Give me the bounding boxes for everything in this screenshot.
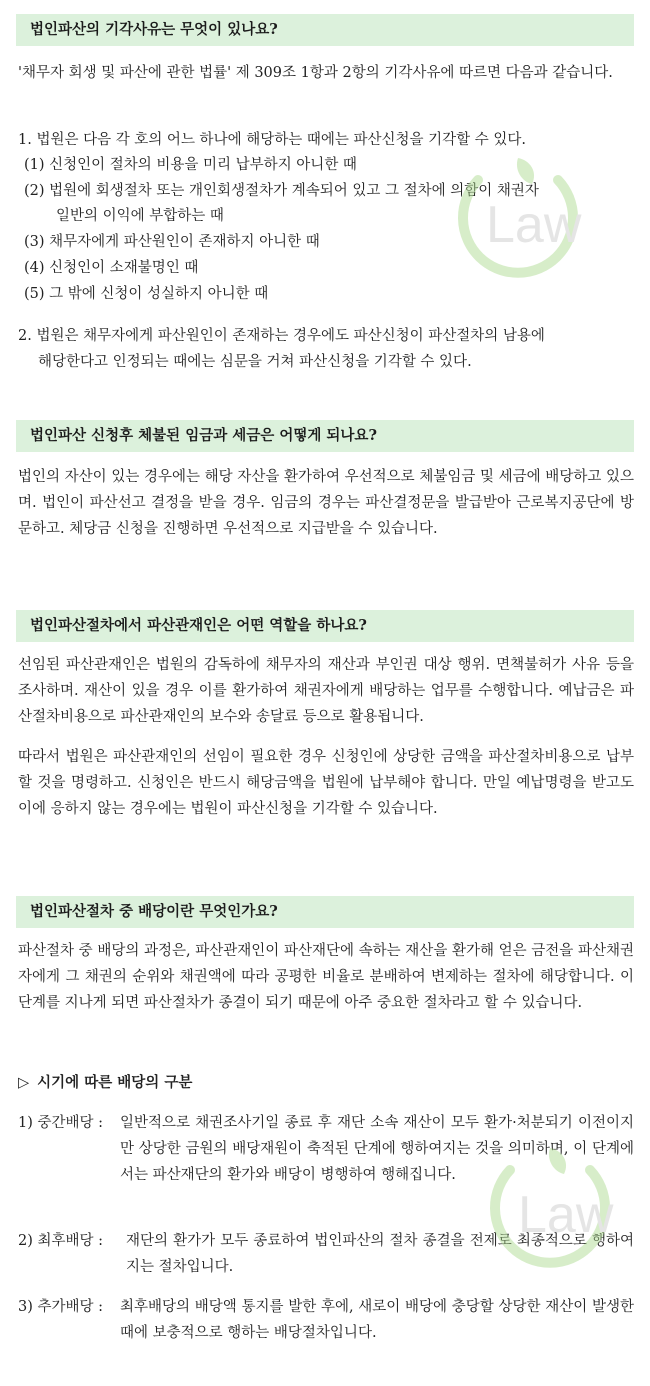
trustee-paragraph-1: 선임된 파산관재인은 법원의 감독하에 채무자의 재산과 부인권 대상 행위. 면책불허가 사유 등을 조사하며. 재산이 있을 경우 이를 환가하여 채권자에게 배당하는 업무를 수행합니다. 예납금은 파산절차비용으로 파산관재인의 보수와 송달료 등으로 활용됩니다. bbox=[18, 657, 634, 725]
sub-item-4: (4) 신청인이 소재불명인 때 bbox=[24, 260, 199, 276]
list-item-2: 2. 법원은 채무자에게 파산원인이 존재하는 경우에도 파산신청이 파산절차의 남용에 bbox=[18, 328, 545, 344]
section-heading-wages-taxes: 법인파산 신청후 체불된 임금과 세금은 어떻게 되나요? bbox=[16, 420, 634, 452]
svg-text:Law: Law bbox=[486, 196, 582, 254]
distribution-label: 3) 추가배당 : bbox=[18, 1299, 104, 1315]
subheading-text: 시기에 따른 배당의 구분 bbox=[37, 1074, 193, 1091]
subheading-distribution-types bbox=[18, 1071, 192, 1092]
trustee-paragraph-2: 따라서 법원은 파산관재인의 선임이 필요한 경우 신청인에 상당한 금액을 파산절차비용으로 납부할 것을 명령하고. 신청인은 반드시 해당금액을 법원에 납부해야 합니다. 만일 예납명령을 받고도 이에 응하지 않는 경우에는 법원이 파산신청을 기각할 수 있습니다. bbox=[18, 749, 634, 817]
sub-item-5: (5) 그 밖에 신청이 성실하지 아니한 때 bbox=[24, 286, 269, 302]
sub-item-2: (2) 법원에 회생절차 또는 개인회생절차가 계속되어 있고 그 절차에 의함이 채권자 bbox=[24, 183, 539, 199]
intro-paragraph: '채무자 회생 및 파산에 관한 법률' 제 309조 1항과 2항의 기각사유에 따르면 다음과 같습니다. bbox=[18, 65, 613, 81]
distribution-item-interim bbox=[18, 1110, 634, 1220]
distribution-paragraph: 파산절차 중 배당의 과정은, 파산관재인이 파산재단에 속하는 재산을 환가해 얻은 금전을 파산채권자에게 그 채권의 순위와 채권액에 따라 공평한 비율로 분배하여 변제하는 절차에 해당합니다. 이 단계를 지나게 되면 파산절차가 종결이 되기 때문에 아주 중요한 절차라고 할 수 있습니다. bbox=[18, 943, 634, 1011]
distribution-text: 재단의 환가가 모두 종료하여 법인파산의 절차 종결을 전제로 최종적으로 행하여지는 절차입니다. bbox=[126, 1233, 634, 1275]
distribution-item-additional bbox=[18, 1294, 634, 1350]
distribution-label: 1) 중간배당 : bbox=[18, 1115, 104, 1131]
distribution-text: 일반적으로 채권조사기일 종료 후 재단 소속 재산이 모두 환가·처분되기 이전이지만 상당한 금원의 배당재원이 축적된 단계에 행하여지는 것을 의미하며, 이 단계에서는 파산재단의 환가와 배당이 병행하여 행해집니다. bbox=[120, 1115, 634, 1183]
sub-item-2-cont: 일반의 이익에 부합하는 때 bbox=[56, 208, 224, 224]
triangle-marker-icon: ▷ bbox=[18, 1075, 30, 1091]
svg-text:Law: Law bbox=[518, 1186, 614, 1244]
section-heading-trustee: 법인파산절차에서 파산관재인은 어떤 역할을 하나요? bbox=[16, 610, 634, 642]
sub-item-3: (3) 채무자에게 파산원인이 존재하지 아니한 때 bbox=[24, 234, 320, 250]
distribution-label: 2) 최후배당 : bbox=[18, 1233, 104, 1249]
list-item-1: 1. 법원은 다음 각 호의 어느 하나에 해당하는 때에는 파산신청을 기각할 수 있다. bbox=[18, 132, 526, 148]
distribution-text: 최후배당의 배당액 통지를 발한 후에, 새로이 배당에 충당할 상당한 재산이 발생한 때에 보충적으로 행하는 배당절차입니다. bbox=[120, 1299, 634, 1341]
sub-item-1: (1) 신청인이 절차의 비용을 미리 납부하지 아니한 때 bbox=[24, 157, 357, 173]
law-watermark-logo bbox=[438, 150, 588, 290]
wages-taxes-paragraph: 법인의 자산이 있는 경우에는 해당 자산을 환가하여 우선적으로 체불임금 및 세금에 배당하고 있으며. 법인이 파산선고 결정을 받을 경우. 임금의 경우는 파산결정문을 발급받아 근로복지공단에 방문하고. 체당금 신청을 진행하면 우선적으로 지급받을 수 있습니다. bbox=[18, 469, 634, 537]
leaf-circle-icon bbox=[438, 150, 588, 290]
list-item-2-cont: 해당한다고 인정되는 때에는 심문을 거쳐 파산신청을 기각할 수 있다. bbox=[38, 354, 472, 370]
section-heading-distribution: 법인파산절차 중 배당이란 무엇인가요? bbox=[16, 896, 634, 928]
section-heading-dismissal: 법인파산의 기각사유는 무엇이 있나요? bbox=[16, 14, 634, 46]
distribution-item-final bbox=[18, 1228, 634, 1284]
